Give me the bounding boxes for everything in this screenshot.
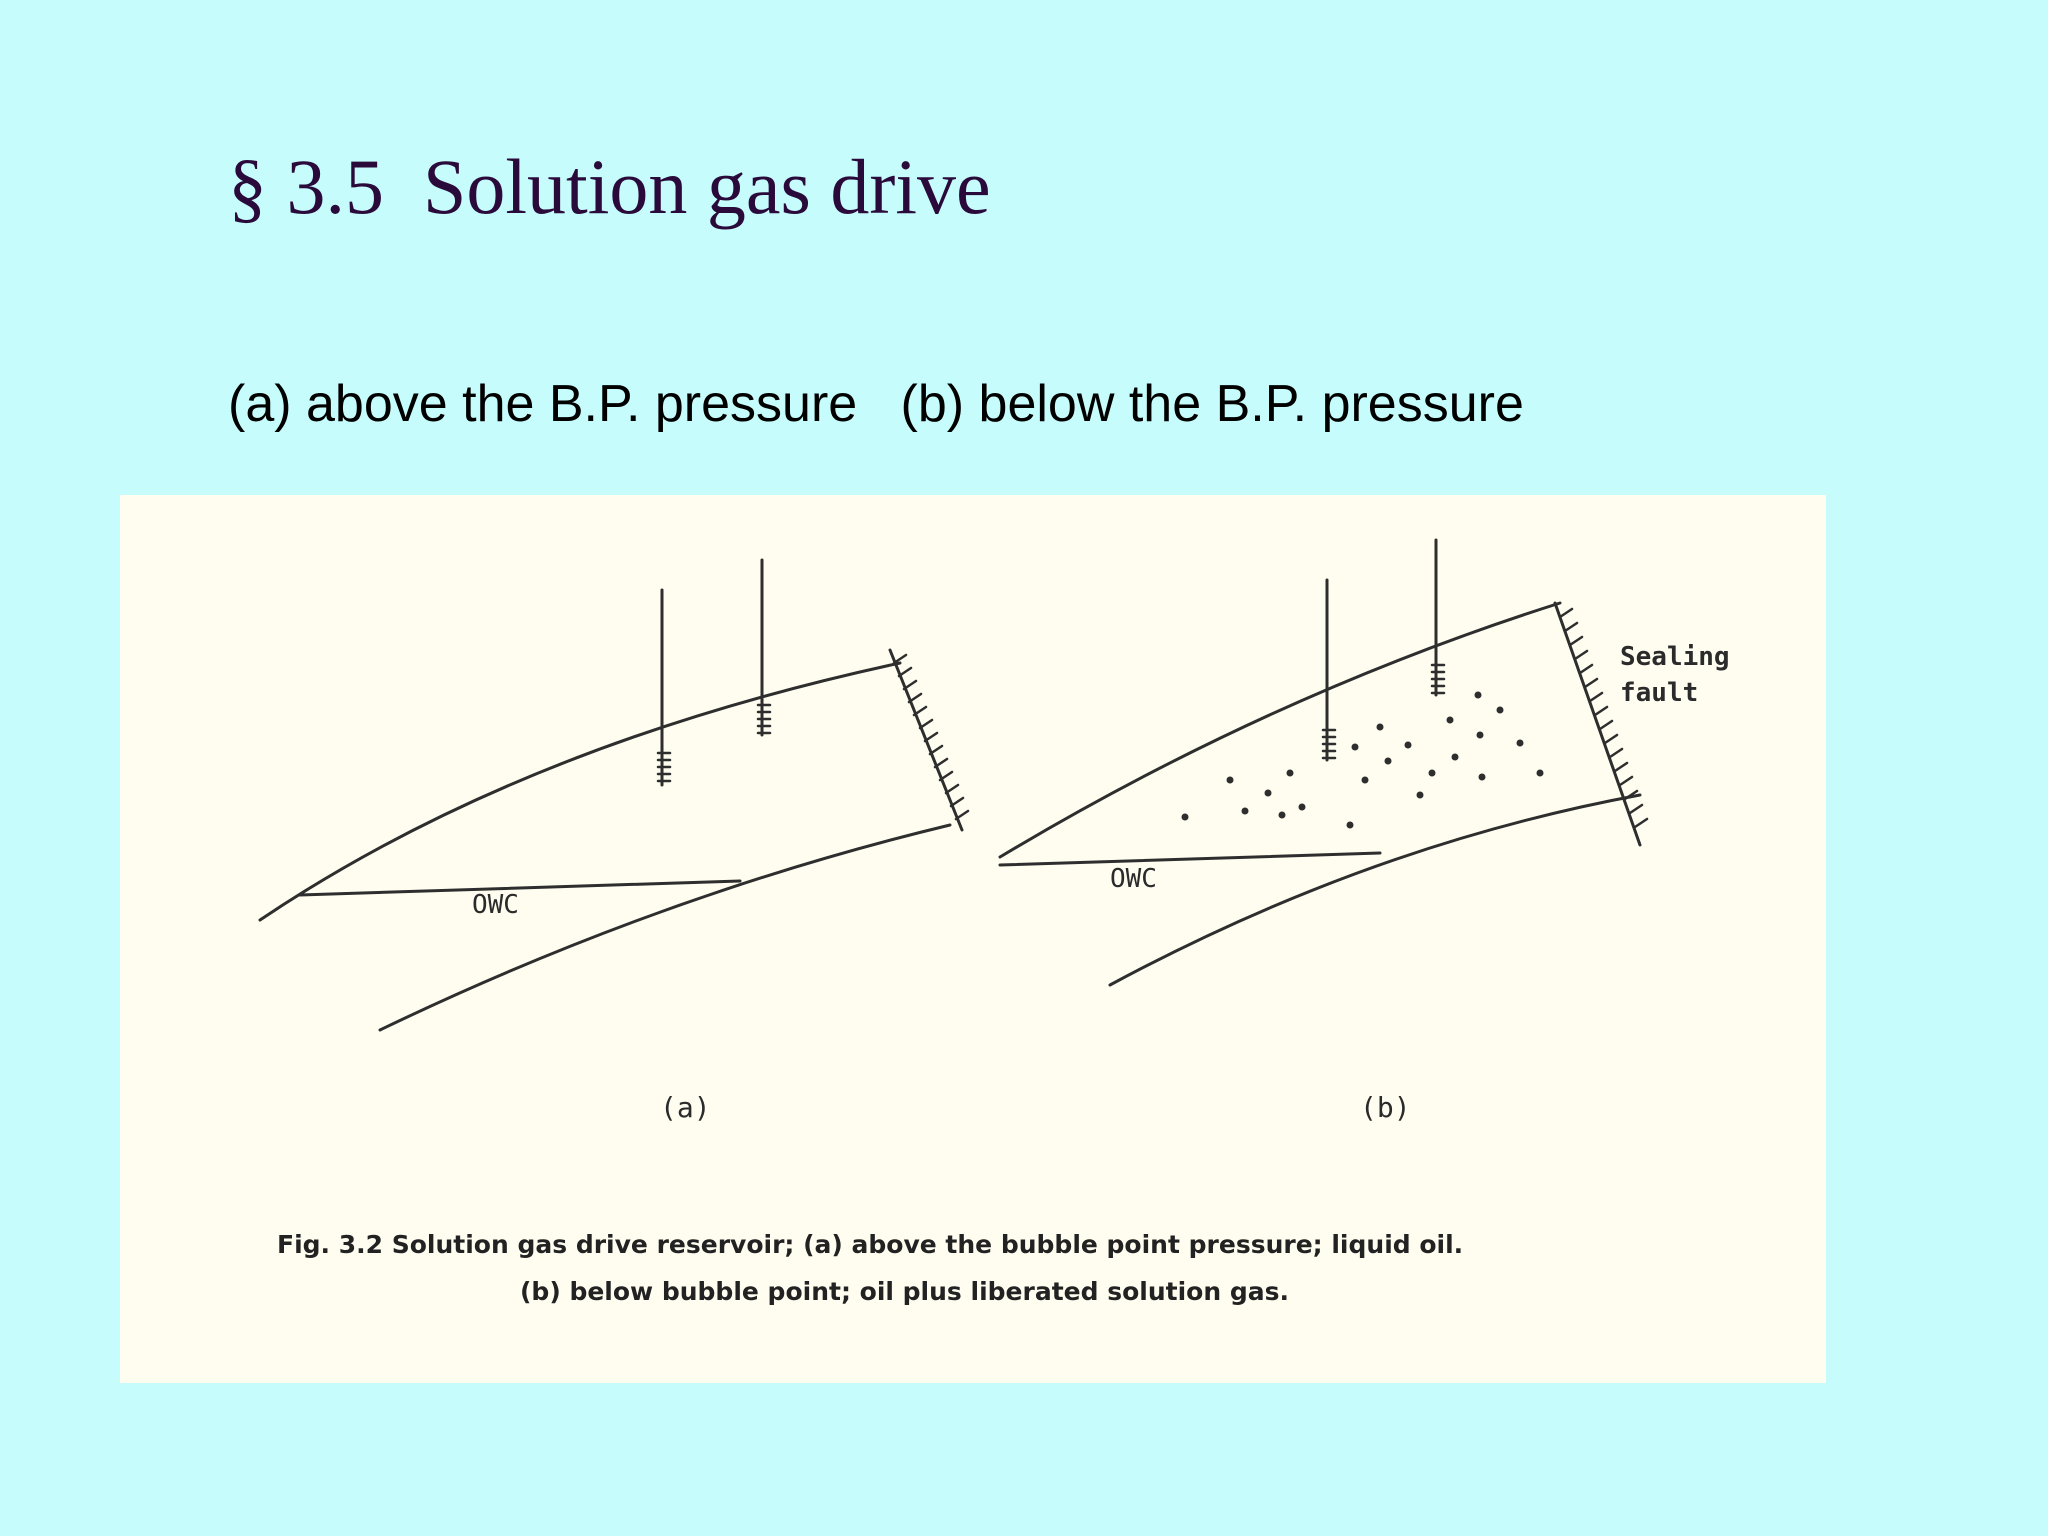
panel-b-reservoir [1000, 540, 1647, 985]
fault-label-line1: Sealing [1620, 642, 1730, 672]
panel-b-owc-line [1000, 853, 1380, 865]
slide-subtitle: (a) above the B.P. pressure (b) below the B.P. pressure [228, 375, 1524, 433]
panel-a-well-1-perforations [658, 753, 670, 781]
panel-a-owc-label: OWC [472, 890, 519, 920]
panel-b-well-1-perforations [1323, 730, 1335, 758]
panel-b-top-boundary [1000, 603, 1560, 857]
panel-b-bottom-boundary [1110, 795, 1640, 985]
panel-a-fault-hachures [894, 655, 968, 819]
slide-title: § 3.5 Solution gas drive [228, 143, 991, 230]
panel-a-well-2-perforations [758, 705, 770, 733]
reservoir-figure [120, 495, 1826, 1383]
panel-b-owc-label: OWC [1110, 864, 1157, 894]
panel-a-label: (a) [660, 1091, 711, 1124]
panel-a-top-boundary [260, 663, 900, 920]
panel-a-bottom-boundary [380, 825, 950, 1030]
panel-b-well-2-perforations [1432, 665, 1444, 693]
figure-caption-line2: (b) below bubble point; oil plus liberated solution gas. [520, 1277, 1289, 1306]
panel-b-gas-bubbles [1182, 692, 1544, 829]
reservoir-diagram [120, 495, 1826, 1383]
figure-caption-line1: Fig. 3.2 Solution gas drive reservoir; (a) above the bubble point pressure; liquid oil. [277, 1230, 1464, 1259]
panel-a-owc-line [300, 881, 740, 895]
panel-a-reservoir [260, 560, 968, 1030]
panel-b-label: (b) [1360, 1091, 1411, 1124]
fault-label-line2: fault [1620, 678, 1699, 708]
